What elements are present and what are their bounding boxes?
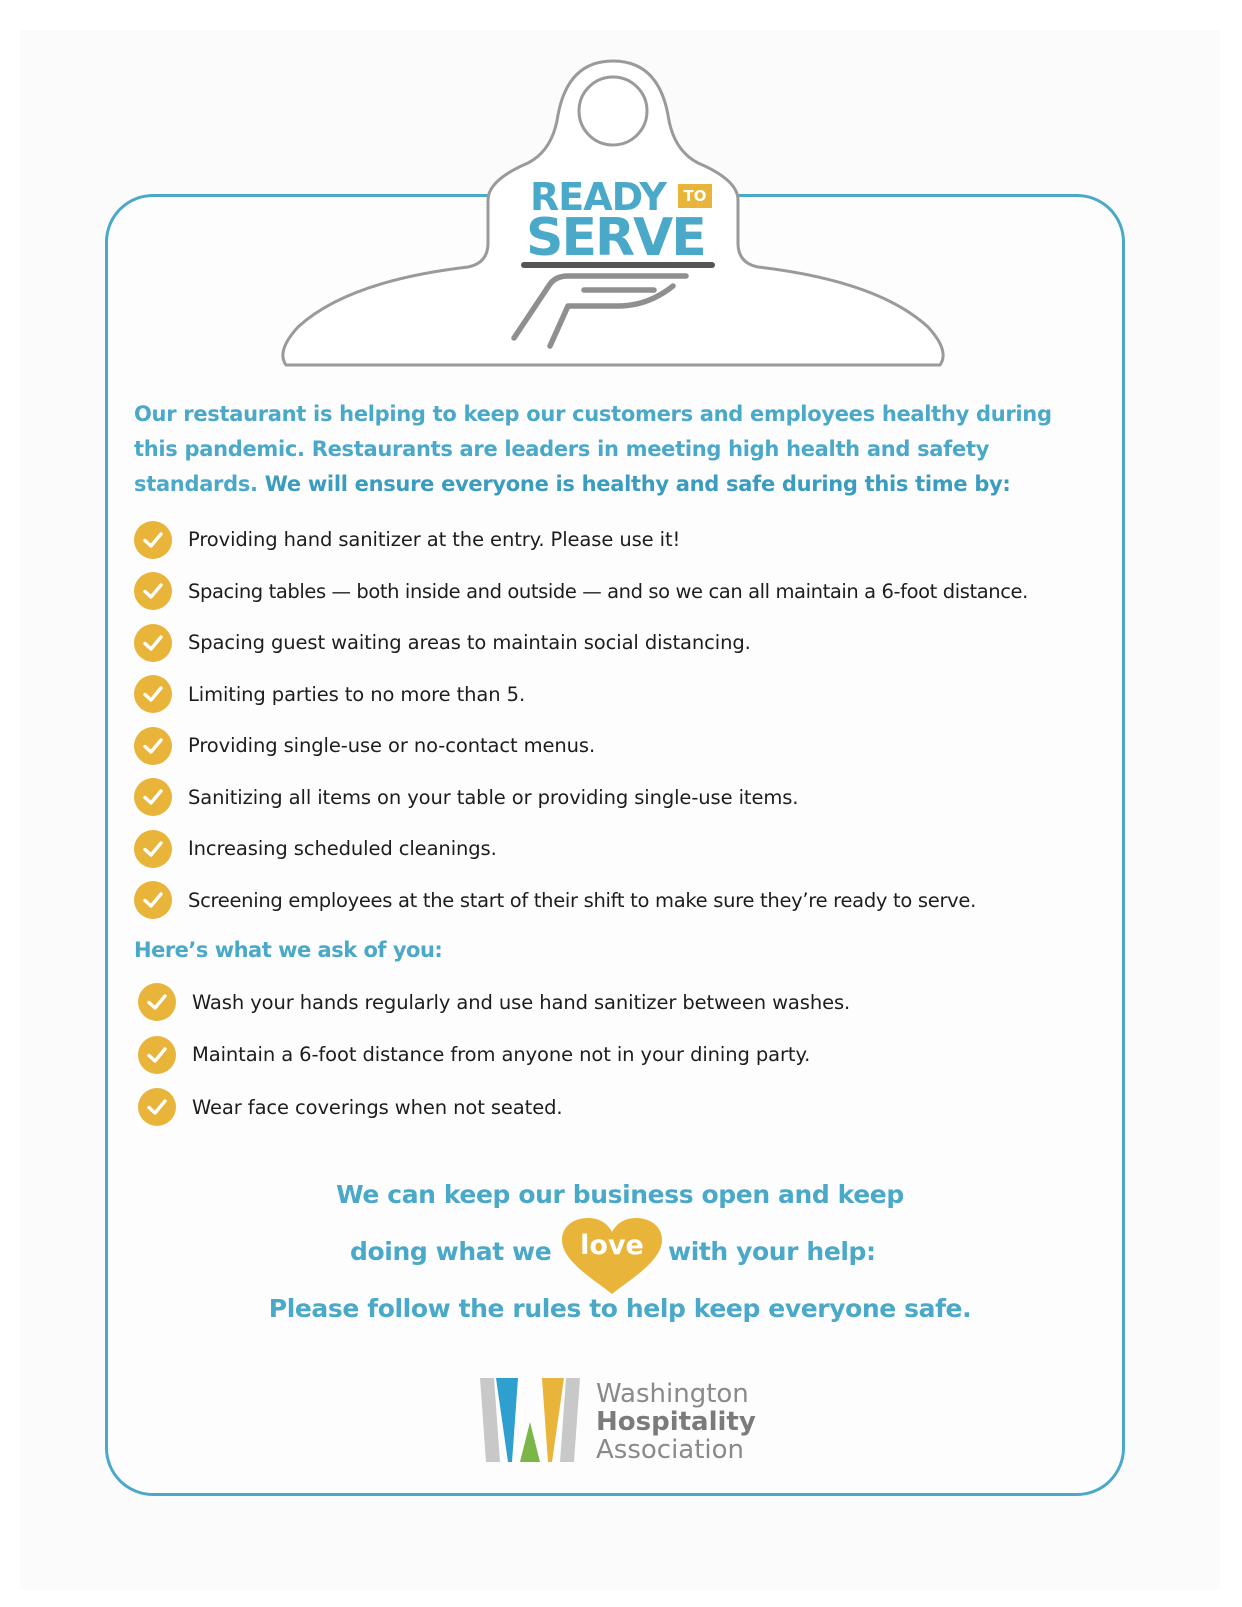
check-circle-icon [138,983,176,1021]
check-circle-icon [134,778,172,816]
list-item [134,566,1028,618]
wha-logo-mark [480,1378,580,1462]
ask-heading: Here’s what we ask of you: [134,938,443,962]
intro-emphasis: We will ensure everyone is healthy and safe during this time by: [264,472,1011,496]
list-item-text: Spacing tables — both inside and outside — and so we can all maintain a 6-foot distance. [188,579,1028,603]
commitments-list [134,514,1028,926]
list-item [134,720,1028,772]
wha-wordmark [596,1380,756,1464]
list-item [134,772,1028,824]
check-circle-icon [134,881,172,919]
logo-ready-text: READY [530,175,666,219]
list-item [134,514,1028,566]
list-item-text: Wear face coverings when not seated. [192,1095,563,1119]
list-item [138,976,850,1029]
check-circle-icon [134,624,172,662]
check-circle-icon [134,521,172,559]
wha-line-3: Association [596,1435,745,1465]
list-item [138,1081,850,1134]
asks-list [138,976,850,1134]
check-circle-icon [134,675,172,713]
closing-line-3: Please follow the rules to help keep everyone safe. [268,1294,972,1323]
list-item-text: Screening employees at the start of their shift to make sure they’re ready to serve. [188,888,977,912]
list-item-text: Providing hand sanitizer at the entry. Please use it! [188,528,681,552]
closing-line-1: We can keep our business open and keep [336,1180,904,1209]
check-circle-icon [138,1088,176,1126]
list-item [134,669,1028,721]
list-item [134,875,1028,927]
list-item [138,1029,850,1082]
check-circle-icon [138,1036,176,1074]
serving-hand-icon [508,258,718,350]
list-item-text: Wash your hands regularly and use hand sanitizer between washes. [192,990,851,1014]
check-circle-icon [134,572,172,610]
wha-line-1: Washington [596,1379,749,1409]
list-item-text: Providing single-use or no-contact menus. [188,734,596,758]
list-item-text: Increasing scheduled cleanings. [188,837,497,861]
list-item-text: Sanitizing all items on your table or providing single-use items. [188,785,799,809]
heart-word: love [580,1230,644,1261]
wha-line-2: Hospitality [596,1407,756,1437]
list-item-text: Spacing guest waiting areas to maintain social distancing. [188,631,751,655]
intro-paragraph [134,397,1074,502]
closing-line-2-before: doing what we [350,1237,552,1266]
list-item-text: Maintain a 6-foot distance from anyone not in your dining party. [192,1043,811,1067]
list-item-text: Limiting parties to no more than 5. [188,682,526,706]
logo-to-badge: TO [678,184,712,208]
intro-lead: Our restaurant is helping to keep our customers and employees healthy during this pandemic. Restaurants are leaders in meeting high health and safety standards. [134,402,1052,496]
clip-hole [579,77,647,145]
list-item [134,617,1028,669]
list-item [134,823,1028,875]
check-circle-icon [134,727,172,765]
check-circle-icon [134,830,172,868]
logo-serve-text: SERVE [526,208,705,268]
closing-line-2-after: with your help: [668,1237,876,1266]
